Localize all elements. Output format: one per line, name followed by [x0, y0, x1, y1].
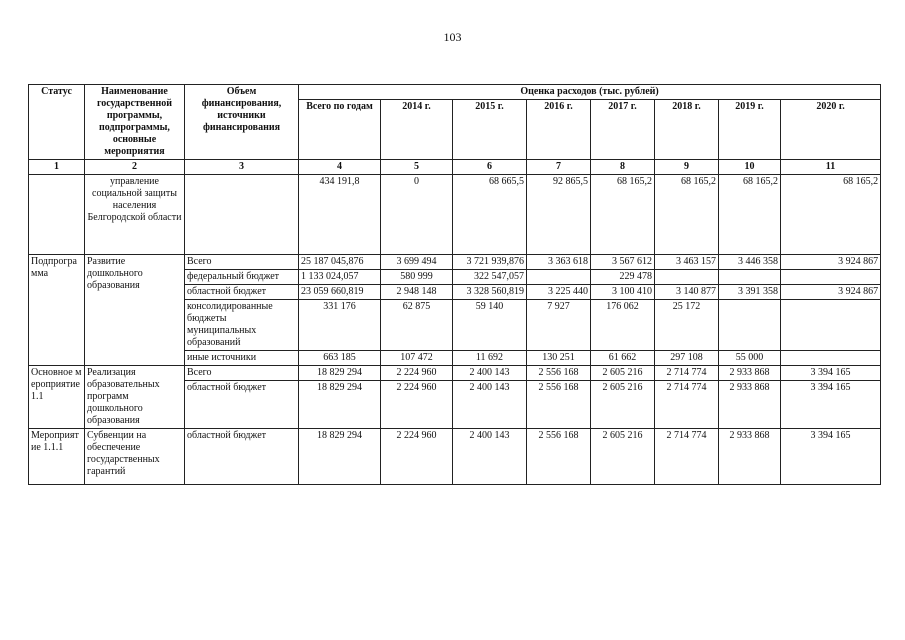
value-cell: 18 829 294 — [299, 381, 381, 429]
value-cell — [719, 300, 781, 351]
value-cell: 2 714 774 — [655, 366, 719, 381]
column-number-row — [29, 160, 881, 175]
header-name: Наименование государственной программы, подпрограммы, основные мероприятия — [85, 85, 185, 160]
value-cell: 0 — [381, 175, 453, 255]
value-cell: 2 224 960 — [381, 366, 453, 381]
value-cell: 3 328 560,819 — [453, 285, 527, 300]
value-cell: 92 865,5 — [527, 175, 591, 255]
value-cell — [527, 270, 591, 285]
source-cell: иные источники — [185, 351, 299, 366]
source-cell: областной бюджет — [185, 381, 299, 429]
value-cell — [781, 300, 881, 351]
value-cell: 3 567 612 — [591, 255, 655, 270]
value-cell: 2 556 168 — [527, 429, 591, 485]
header-status: Статус — [29, 85, 85, 160]
value-cell: 2 714 774 — [655, 429, 719, 485]
value-cell: 1 133 024,057 — [299, 270, 381, 285]
value-cell: 3 446 358 — [719, 255, 781, 270]
header-volume: Объем финансирования, источники финансирования — [185, 85, 299, 160]
value-cell: 297 108 — [655, 351, 719, 366]
name-cell: Субвенции на обеспечение государственных гарантий — [85, 429, 185, 485]
value-cell: 68 165,2 — [719, 175, 781, 255]
header-estimate: Оценка расходов (тыс. рублей) — [299, 85, 881, 100]
value-cell: 18 829 294 — [299, 366, 381, 381]
status-cell: Мероприятие 1.1.1 — [29, 429, 85, 485]
header-year: 2020 г. — [781, 100, 881, 160]
value-cell: 3 699 494 — [381, 255, 453, 270]
status-cell: Основное мероприятие 1.1 — [29, 366, 85, 429]
value-cell: 62 875 — [381, 300, 453, 351]
value-cell: 2 400 143 — [453, 366, 527, 381]
value-cell: 2 714 774 — [655, 381, 719, 429]
value-cell: 68 665,5 — [453, 175, 527, 255]
value-cell: 130 251 — [527, 351, 591, 366]
name-cell: Развитие дошкольного образования — [85, 255, 185, 366]
table-row — [29, 255, 881, 270]
value-cell: 3 100 410 — [591, 285, 655, 300]
column-number: 10 — [719, 160, 781, 175]
column-number: 5 — [381, 160, 453, 175]
value-cell — [719, 270, 781, 285]
value-cell: 176 062 — [591, 300, 655, 351]
value-cell: 107 472 — [381, 351, 453, 366]
source-cell: федеральный бюджет — [185, 270, 299, 285]
value-cell — [655, 270, 719, 285]
value-cell: 2 933 868 — [719, 429, 781, 485]
budget-table — [28, 84, 881, 485]
value-cell: 3 394 165 — [781, 381, 881, 429]
page-number: 103 — [443, 30, 462, 44]
value-cell: 3 391 358 — [719, 285, 781, 300]
source-cell: консолидированные бюджеты муниципальных образований — [185, 300, 299, 351]
table-row — [29, 175, 881, 255]
value-cell: 18 829 294 — [299, 429, 381, 485]
column-number: 8 — [591, 160, 655, 175]
value-cell: 3 394 165 — [781, 429, 881, 485]
column-number: 1 — [29, 160, 85, 175]
value-cell: 3 140 877 — [655, 285, 719, 300]
name-cell: управление социальной защиты населения Белгородской области — [85, 175, 185, 255]
header-year: 2016 г. — [527, 100, 591, 160]
source-cell: областной бюджет — [185, 429, 299, 485]
column-number: 4 — [299, 160, 381, 175]
value-cell: 61 662 — [591, 351, 655, 366]
value-cell: 68 165,2 — [655, 175, 719, 255]
name-cell: Реализация образовательных программ дошкольного образования — [85, 366, 185, 429]
header-year: 2014 г. — [381, 100, 453, 160]
value-cell: 3 463 157 — [655, 255, 719, 270]
source-cell: Всего — [185, 366, 299, 381]
header-total: Всего по годам — [299, 100, 381, 160]
source-cell: Всего — [185, 255, 299, 270]
value-cell: 3 225 440 — [527, 285, 591, 300]
value-cell: 331 176 — [299, 300, 381, 351]
column-number: 7 — [527, 160, 591, 175]
value-cell: 3 394 165 — [781, 366, 881, 381]
value-cell: 3 924 867 — [781, 285, 881, 300]
header-year: 2018 г. — [655, 100, 719, 160]
column-number: 6 — [453, 160, 527, 175]
column-number: 2 — [85, 160, 185, 175]
status-cell: Подпрограмма — [29, 255, 85, 366]
column-number: 3 — [185, 160, 299, 175]
value-cell: 11 692 — [453, 351, 527, 366]
value-cell: 25 187 045,876 — [299, 255, 381, 270]
value-cell: 2 224 960 — [381, 381, 453, 429]
value-cell: 2 400 143 — [453, 381, 527, 429]
value-cell: 55 000 — [719, 351, 781, 366]
header-year: 2017 г. — [591, 100, 655, 160]
value-cell: 322 547,057 — [453, 270, 527, 285]
value-cell: 434 191,8 — [299, 175, 381, 255]
value-cell: 2 605 216 — [591, 429, 655, 485]
value-cell — [781, 270, 881, 285]
value-cell: 2 933 868 — [719, 366, 781, 381]
source-cell — [185, 175, 299, 255]
value-cell: 3 924 867 — [781, 255, 881, 270]
table-row — [29, 429, 881, 485]
column-number: 9 — [655, 160, 719, 175]
table-row — [29, 366, 881, 381]
value-cell: 3 721 939,876 — [453, 255, 527, 270]
header-year: 2015 г. — [453, 100, 527, 160]
value-cell: 2 556 168 — [527, 366, 591, 381]
status-cell — [29, 175, 85, 255]
value-cell: 663 185 — [299, 351, 381, 366]
header-year: 2019 г. — [719, 100, 781, 160]
value-cell: 229 478 — [591, 270, 655, 285]
value-cell: 2 605 216 — [591, 381, 655, 429]
source-cell: областной бюджет — [185, 285, 299, 300]
value-cell: 68 165,2 — [591, 175, 655, 255]
value-cell: 59 140 — [453, 300, 527, 351]
value-cell: 68 165,2 — [781, 175, 881, 255]
value-cell: 3 363 618 — [527, 255, 591, 270]
column-number: 11 — [781, 160, 881, 175]
value-cell: 2 400 143 — [453, 429, 527, 485]
value-cell — [781, 351, 881, 366]
value-cell: 2 933 868 — [719, 381, 781, 429]
value-cell: 2 224 960 — [381, 429, 453, 485]
value-cell: 580 999 — [381, 270, 453, 285]
value-cell: 2 605 216 — [591, 366, 655, 381]
value-cell: 2 948 148 — [381, 285, 453, 300]
value-cell: 2 556 168 — [527, 381, 591, 429]
value-cell: 7 927 — [527, 300, 591, 351]
value-cell: 23 059 660,819 — [299, 285, 381, 300]
value-cell: 25 172 — [655, 300, 719, 351]
